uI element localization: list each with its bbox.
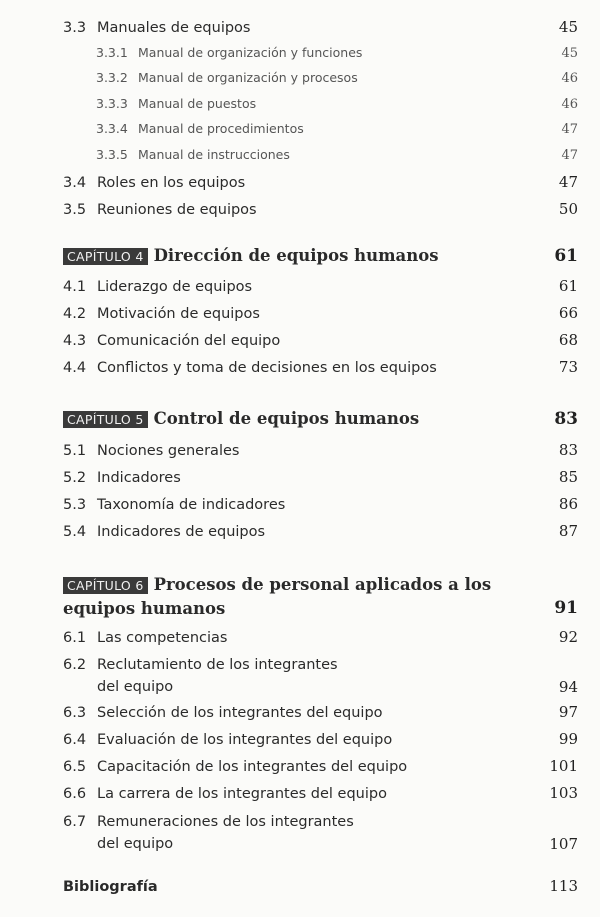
section-number: 4.1: [63, 279, 87, 295]
toc-entry[interactable]: [63, 468, 578, 486]
page-number: 47: [558, 173, 578, 191]
chapter-label: CAPÍTULO 5: [63, 411, 148, 428]
toc-entry[interactable]: [63, 200, 578, 218]
page-number: 83: [558, 441, 578, 459]
section-title: Manual de instrucciones: [138, 147, 290, 162]
section-number: 3.3.3: [96, 96, 128, 111]
page-number: 87: [558, 522, 578, 540]
page-number: 68: [558, 331, 578, 349]
toc-entry[interactable]: [63, 18, 578, 36]
section-number: 6.4: [63, 732, 87, 748]
toc-entry[interactable]: [63, 703, 578, 721]
section-number: 6.7: [63, 814, 87, 830]
section-number: 5.3: [63, 497, 87, 513]
page-number: 45: [558, 18, 578, 36]
chapter-label: CAPÍTULO 6: [63, 577, 148, 594]
section-number: 3.5: [63, 202, 87, 218]
section-number: 6.1: [63, 630, 87, 646]
page-number: 66: [558, 304, 578, 322]
page-number: 94: [558, 678, 578, 696]
toc-entry[interactable]: [63, 441, 578, 459]
page-number: 97: [558, 703, 578, 721]
section-number: 3.4: [63, 175, 87, 191]
page-number: 86: [558, 495, 578, 513]
page-number: 99: [558, 730, 578, 748]
section-number: 4.2: [63, 306, 87, 322]
section-title: Manual de organización y procesos: [138, 70, 358, 85]
toc-entry[interactable]: [63, 784, 578, 802]
page-number: 46: [561, 71, 578, 86]
page-number: 85: [558, 468, 578, 486]
section-title: Indicadores de equipos: [97, 524, 266, 540]
page-number: 73: [558, 358, 578, 376]
section-number: 6.3: [63, 705, 87, 721]
section-title: Reclutamiento de los integrantes: [97, 657, 338, 673]
section-title: Manual de procedimientos: [138, 121, 304, 136]
toc-entry[interactable]: [63, 495, 578, 513]
chapter-title: Dirección de equipos humanos: [153, 246, 439, 265]
chapter-heading[interactable]: [63, 409, 578, 429]
bibliography-entry[interactable]: [63, 877, 578, 895]
chapter-title: Control de equipos humanos: [153, 409, 420, 428]
section-number: 4.3: [63, 333, 87, 349]
page-number: 50: [558, 200, 578, 218]
toc-entry[interactable]: [63, 331, 578, 349]
toc-entry[interactable]: [63, 304, 578, 322]
section-title: Capacitación de los integrantes del equipo: [97, 759, 408, 775]
page-number: 92: [558, 628, 578, 646]
section-number: 4.4: [63, 360, 87, 376]
chapter-heading[interactable]: [63, 246, 578, 266]
toc-entry[interactable]: [63, 277, 578, 295]
page-number: 45: [561, 46, 578, 61]
section-title: Evaluación de los integrantes del equipo: [97, 732, 393, 748]
page-number: 46: [561, 97, 578, 112]
toc-entry[interactable]: [63, 730, 578, 748]
page-number: 83: [554, 409, 578, 429]
section-number: 3.3.5: [96, 147, 128, 162]
toc-entry[interactable]: [63, 173, 578, 191]
section-number: 3.3.1: [96, 45, 128, 60]
section-number: 6.6: [63, 786, 87, 802]
chapter-heading[interactable]: [63, 573, 578, 620]
section-title: Indicadores: [97, 470, 181, 486]
toc-subentry[interactable]: [96, 147, 578, 163]
chapter-label: CAPÍTULO 4: [63, 248, 148, 265]
section-number: 6.2: [63, 657, 87, 673]
page-number: 107: [549, 835, 578, 853]
section-title: Remuneraciones de los integrantes: [97, 814, 354, 830]
toc-entry[interactable]: [63, 757, 578, 775]
page-number: 47: [561, 148, 578, 163]
page-number: 61: [554, 246, 578, 266]
chapter-title-line2: equipos humanos: [63, 599, 226, 618]
section-number: 3.3.2: [96, 70, 128, 85]
section-title: Manuales de equipos: [97, 20, 251, 36]
bibliography-title: Bibliografía: [63, 879, 158, 895]
page-number: 101: [549, 757, 578, 775]
section-title: Las competencias: [97, 630, 228, 646]
section-number: 5.1: [63, 443, 87, 459]
toc-subentry[interactable]: [96, 121, 578, 137]
section-title: Nociones generales: [97, 443, 240, 459]
section-number: 3.3: [63, 20, 87, 36]
section-title: Manual de organización y funciones: [138, 45, 363, 60]
section-number: 3.3.4: [96, 121, 128, 136]
section-number: 5.2: [63, 470, 87, 486]
toc-entry[interactable]: [63, 628, 578, 646]
toc-entry[interactable]: [63, 358, 578, 376]
section-title: Liderazgo de equipos: [97, 279, 253, 295]
section-title: Motivación de equipos: [97, 306, 260, 322]
section-title: Comunicación del equipo: [97, 333, 281, 349]
section-number: 6.5: [63, 759, 87, 775]
page-number: 47: [561, 122, 578, 137]
page-number: 113: [549, 877, 578, 895]
section-title: Selección de los integrantes del equipo: [97, 705, 383, 721]
section-title-line2: del equipo: [97, 836, 174, 852]
page-number: 91: [554, 598, 578, 618]
page-number: 61: [558, 277, 578, 295]
chapter-title: Procesos de personal aplicados a los: [153, 575, 492, 594]
section-title: Manual de puestos: [138, 96, 257, 111]
section-title: Roles en los equipos: [97, 175, 246, 191]
section-title: Conflictos y toma de decisiones en los equipos: [97, 360, 437, 376]
toc-subentry[interactable]: [96, 45, 578, 61]
toc-entry[interactable]: [63, 654, 578, 698]
section-title: Taxonomía de indicadores: [97, 497, 286, 513]
section-number: 5.4: [63, 524, 87, 540]
toc-entry[interactable]: [63, 522, 578, 540]
section-title-line2: del equipo: [97, 679, 174, 695]
toc-subentry[interactable]: [96, 96, 578, 112]
section-title: La carrera de los integrantes del equipo: [97, 786, 387, 802]
section-title: Reuniones de equipos: [97, 202, 257, 218]
toc-subentry[interactable]: [96, 70, 578, 86]
page-number: 103: [549, 784, 578, 802]
toc-entry[interactable]: [63, 811, 578, 855]
